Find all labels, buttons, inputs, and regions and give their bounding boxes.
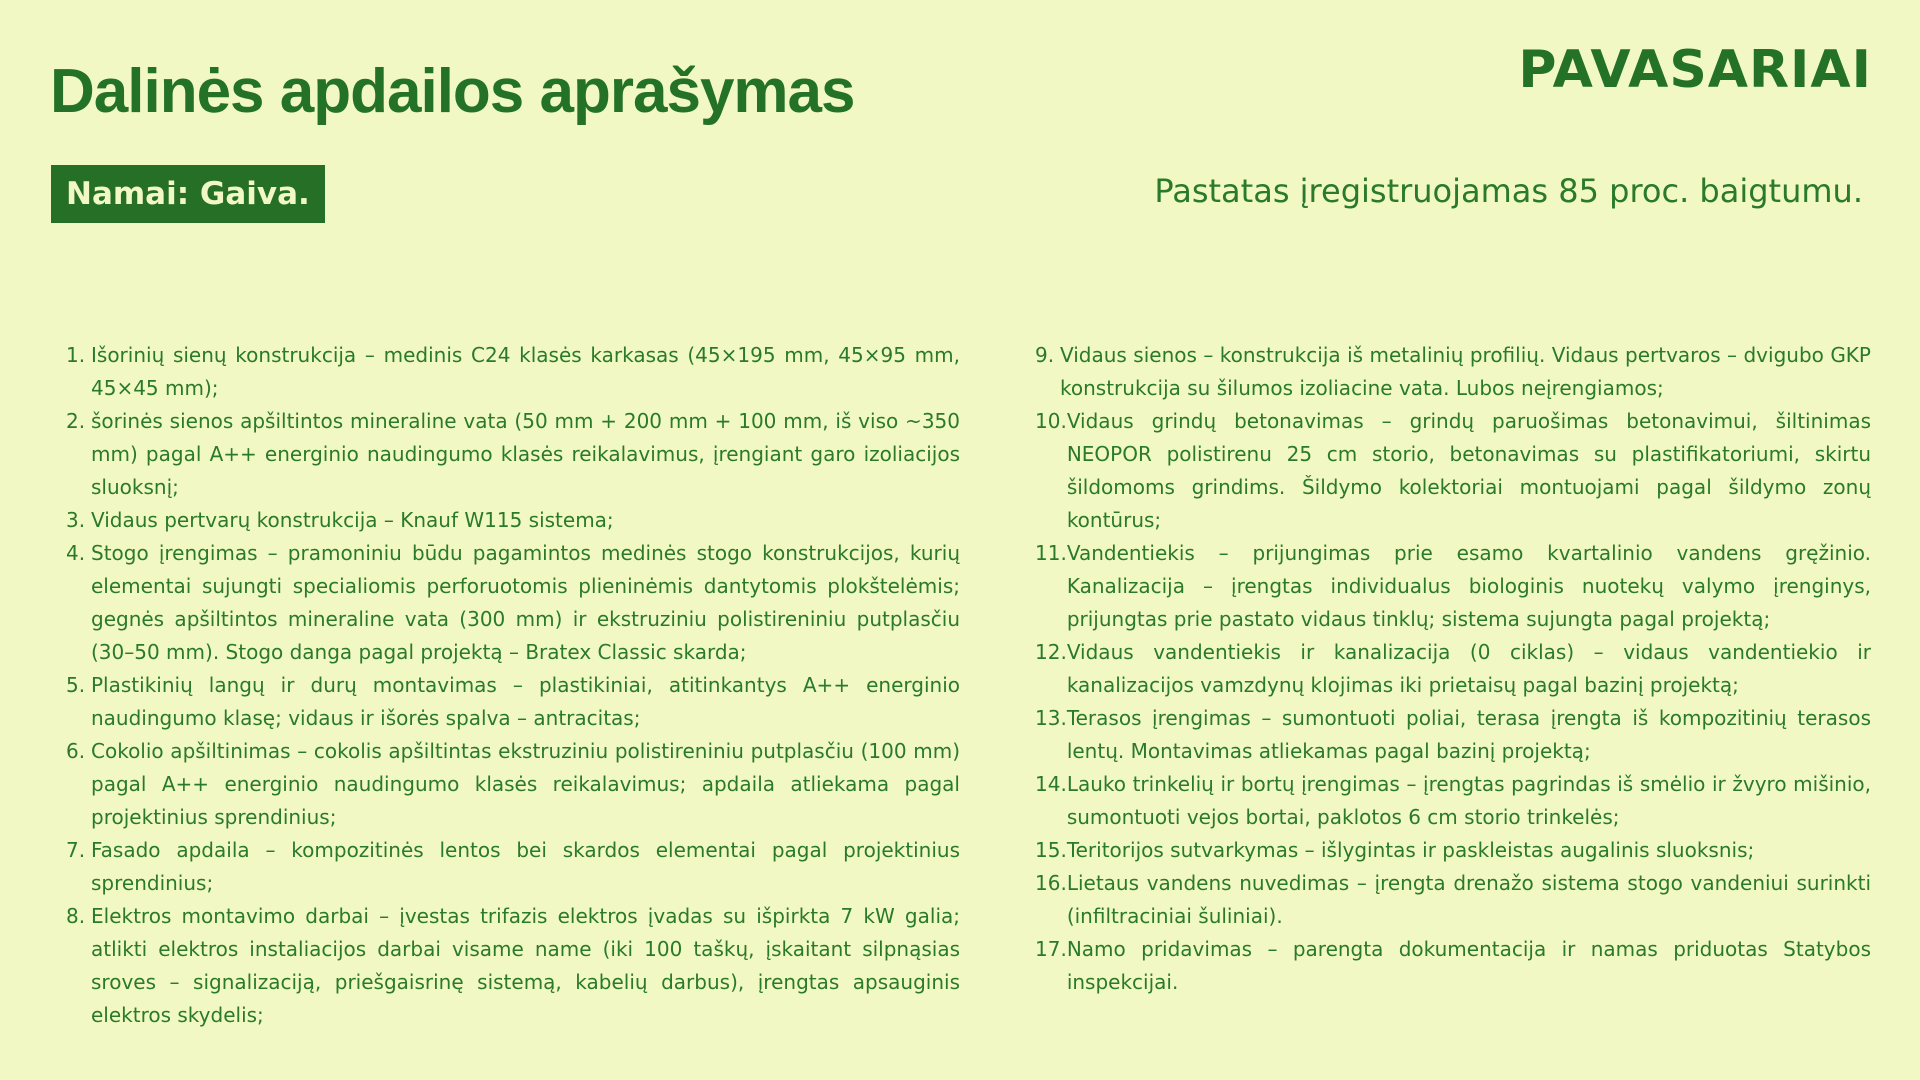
item-text: Terasos įrengimas – sumontuoti poliai, terasa įrengta iš kompozitinių terasos lentų. Montavimas atliekamas pagal bazinį projektą; [1066,706,1871,763]
item-text: Namo pridavimas – parengta dokumentacija ir namas priduotas Statybos inspekcijai. [1066,937,1871,994]
item-number: 11. [1035,541,1067,565]
list-item [1035,834,1871,867]
list-item [1035,537,1871,636]
item-text: Plastikinių langų ir durų montavimas – plastikiniai, atitinkantys A++ energinio naudingumo klasę; vidaus ir išorės spalva – antracitas; [91,673,960,730]
list-item [1035,636,1871,702]
item-number: 16. [1035,871,1067,895]
registration-note: Pastatas įregistruojamas 85 proc. baigtumu. [1154,172,1863,210]
list-item [66,735,960,834]
item-number: 14. [1035,772,1067,796]
item-number: 2. [66,409,86,433]
list-item [66,900,960,1032]
list-item [1035,339,1871,405]
item-number: 4. [66,541,86,565]
item-number: 9. [1035,343,1055,367]
item-text: Lietaus vandens nuvedimas – įrengta drenažo sistema stogo vandeniui surinkti (infiltraciniai šuliniai). [1066,871,1871,928]
item-number: 13. [1035,706,1067,730]
item-number: 8. [66,904,86,928]
item-text: Vidaus sienos – konstrukcija iš metalinių profilių. Vidaus pertvaros – dvigubo GKP konstrukcija su šilumos izoliacine vata. Lubos neįrengiamos; [1060,343,1871,400]
item-text: šorinės sienos apšiltintos mineraline vata (50 mm + 200 mm + 100 mm, iš viso ~350 mm) pagal A++ energinio naudingumo klasės reikalavimus, įrengiant garo izoliacijos sluoksnį; [91,409,960,499]
item-text: Vidaus grindų betonavimas – grindų paruošimas betonavimui, šiltinimas NEOPOR polistirenu 25 cm storio, betonavimas su plastifikatoriumi, skirtu šildomoms grindims. Šildymo kolektoriai montuojami pagal šildymo zonų kontūrus; [1066,409,1871,532]
item-number: 7. [66,838,86,862]
item-text: Lauko trinkelių ir bortų įrengimas – įrengtas pagrindas iš smėlio ir žvyro mišinio, sumontuoti vejos bortai, paklotos 6 cm storio trinkelės; [1066,772,1871,829]
list-item [1035,933,1871,999]
brand-logo: PAVASARIAI [1518,40,1872,100]
item-text: Elektros montavimo darbai – įvestas trifazis elektros įvadas su išpirkta 7 kW galia; atlikti elektros instaliacijos darbai visame name (iki 100 taškų, įskaitant silpnąsias sroves – signalizaciją, priešgaisrinę sistemą, kabelių darbus), įrengtas apsauginis elektros skydelis; [91,904,960,1027]
item-number: 5. [66,673,86,697]
house-name-badge: Namai: Gaiva. [51,165,325,223]
list-item [66,405,960,504]
item-number: 3. [66,508,86,532]
list-item [1035,768,1871,834]
item-number: 1. [66,343,86,367]
item-text: Cokolio apšiltinimas – cokolis apšiltintas ekstruziniu polistireniniu putplasčiu (100 mm) pagal A++ energinio naudingumo klasės reikalavimus; apdaila atliekama pagal projektinius sprendinius; [91,739,960,829]
page-title: Dalinės apdailos aprašymas [50,57,855,126]
item-number: 17. [1035,937,1067,961]
item-text: Vandentiekis – prijungimas prie esamo kvartalinio vandens gręžinio. Kanalizacija – įrengtas individualus biologinis nuotekų valymo įrenginys, prijungtas prie pastato vidaus tinklų; sistema sujungta pagal projektą; [1066,541,1871,631]
item-text: Teritorijos sutvarkymas – išlygintas ir paskleistas augalinis sluoksnis; [1066,838,1755,862]
list-item [66,834,960,900]
item-text: Vidaus vandentiekis ir kanalizacija (0 ciklas) – vidaus vandentiekio ir kanalizacijos vamzdynų klojimas iki prietaisų pagal bazinį projektą; [1066,640,1871,697]
finishing-list-right [1035,339,1871,999]
list-item [66,669,960,735]
item-number: 6. [66,739,86,763]
list-item [66,504,960,537]
item-number: 10. [1035,409,1067,433]
list-item [66,537,960,669]
item-number: 15. [1035,838,1067,862]
list-item [66,339,960,405]
item-text: Fasado apdaila – kompozitinės lentos bei skardos elementai pagal projektinius sprendinius; [91,838,960,895]
list-item [1035,867,1871,933]
item-text: Išorinių sienų konstrukcija – medinis C24 klasės karkasas (45×195 mm, 45×95 mm, 45×45 mm); [91,343,960,400]
list-item [1035,405,1871,537]
item-text: Vidaus pertvarų konstrukcija – Knauf W115 sistema; [91,508,614,532]
list-item [1035,702,1871,768]
finishing-list-left [66,339,960,1032]
item-number: 12. [1035,640,1067,664]
item-text: Stogo įrengimas – pramoniniu būdu pagamintos medinės stogo konstrukcijos, kurių elementai sujungti specialiomis perforuotomis plieninėmis dantytomis plokštelėmis; gegnės apšiltintos mineraline vata (300 mm) ir ekstruziniu polistireniniu putplasčiu (30–50 mm). Stogo danga pagal projektą – Bratex Classic skarda; [91,541,960,664]
